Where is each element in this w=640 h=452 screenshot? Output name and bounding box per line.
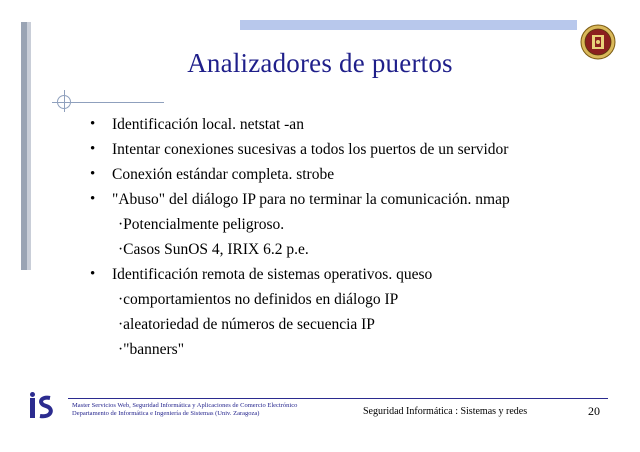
sub-item-text: ·Potencialmente peligroso. [118, 216, 285, 233]
sub-item [90, 212, 610, 237]
sub-item [90, 337, 610, 362]
bullet-item [90, 137, 610, 162]
footer-institution-line2: Departamento de Informática e Ingeniería de Sistemas (Univ. Zaragoza) [72, 410, 260, 417]
is-logo-icon [30, 392, 56, 422]
slide-content [90, 112, 610, 362]
bullet-icon: • [90, 166, 96, 182]
bullet-text: Intentar conexiones sucesivas a todos los puertos de un servidor [112, 141, 509, 158]
footer-institution [72, 402, 297, 418]
bullet-text: Identificación remota de sistemas operativos. queso [112, 266, 433, 283]
sub-item-text: ·"banners" [118, 341, 185, 358]
bullet-icon: • [90, 116, 96, 132]
bullet-text: Identificación local. netstat -an [112, 116, 304, 133]
bullet-item [90, 162, 610, 187]
bullet-item [90, 187, 610, 212]
footer-rule [68, 398, 608, 399]
sub-item-text: ·Casos SunOS 4, IRIX 6.2 p.e. [118, 241, 309, 258]
page-number: 20 [588, 404, 600, 418]
slide-title: Analizadores de puertos [187, 48, 453, 78]
footer-institution-line1: Master Servicios Web, Seguridad Informática y Aplicaciones de Comercio Electrónico [72, 402, 298, 409]
sub-item [90, 237, 610, 262]
bullet-item [90, 262, 610, 287]
bullet-icon: • [90, 141, 96, 157]
bullet-text: "Abuso" del diálogo IP para no terminar la comunicación. nmap [112, 191, 510, 208]
bullet-text: Conexión estándar completa. strobe [112, 166, 335, 183]
footer-course-title: Seguridad Informática : Sistemas y redes [363, 406, 528, 417]
sub-item [90, 287, 610, 312]
top-accent-bar [240, 20, 577, 30]
sub-item-text: ·aleatoriedad de números de secuencia IP [118, 316, 375, 333]
bullet-item [90, 112, 610, 137]
bullet-icon: • [90, 191, 96, 207]
crosshair-icon [57, 95, 71, 109]
sub-item-text: ·comportamientos no definidos en diálogo IP [118, 291, 399, 308]
bullet-icon: • [90, 266, 96, 282]
sub-item [90, 312, 610, 337]
